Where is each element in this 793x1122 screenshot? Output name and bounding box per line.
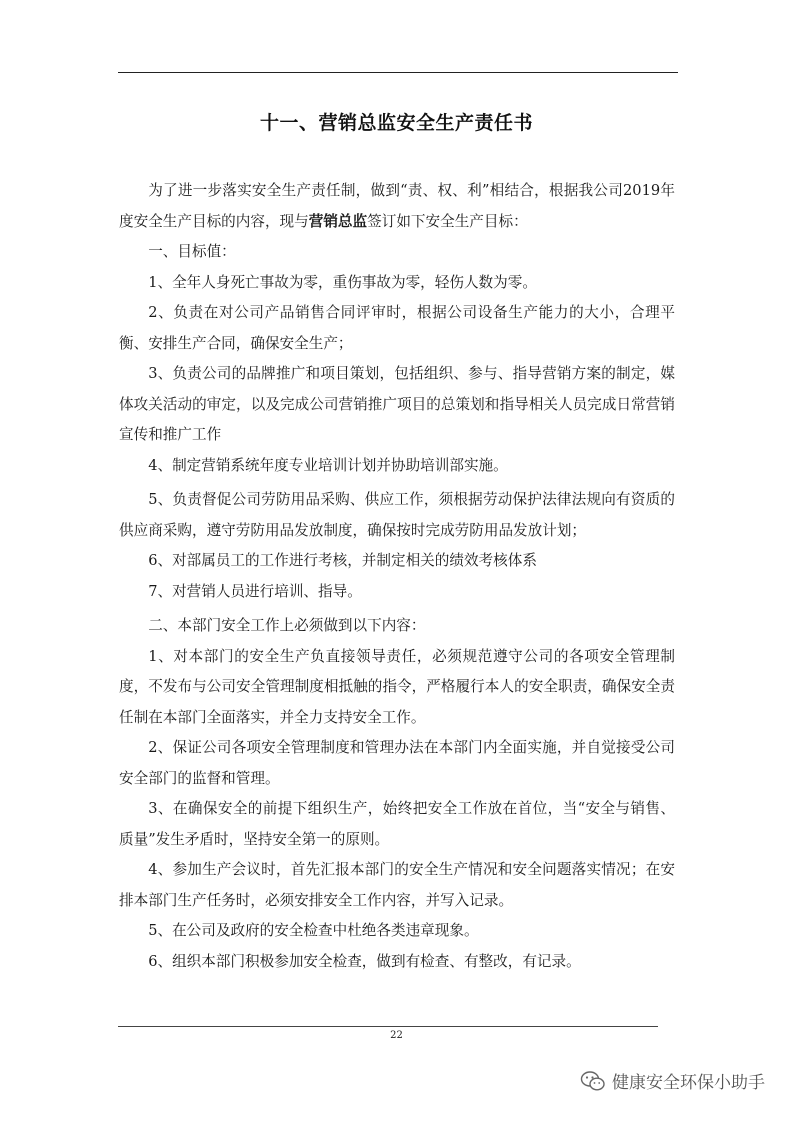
intro-text-after: 签订如下安全生产目标：	[367, 212, 528, 230]
watermark	[580, 1068, 765, 1093]
requirement-item-3: 3、在确保安全的前提下组织生产，始终把安全工作放在首位，当“安全与销售、质量”发生矛盾时，坚持安全第一的原则。	[119, 800, 675, 848]
page-number: 22	[390, 1030, 403, 1041]
intro-paragraph	[119, 176, 675, 237]
requirement-item-1: 1、对本部门的安全生产负直接领导责任，必须规范遵守公司的各项安全管理制度，不发布与公司安全管理制度相抵触的指令，严格履行本人的安全职责，确保安全责任制在本部门全面落实，并全力支持安全工作。	[119, 647, 675, 726]
requirement-item-2: 2、保证公司各项安全管理制度和管理办法在本部门内全面实施，并自觉接受公司安全部门的监督和管理。	[119, 739, 675, 787]
requirement-item-5: 5、在公司及政府的安全检查中杜绝各类违章现象。	[148, 922, 479, 939]
target-item-2: 2、负责在对公司产品销售合同评审时，根据公司设备生产能力的大小，合理平衡、安排生产合同，确保安全生产；	[119, 304, 675, 352]
target-item-3: 3、负责公司的品牌推广和项目策划，包括组织、参与、指导营销方案的制定，媒体攻关活动的审定，以及完成公司营销推广项目的总策划和指导相关人员完成日常营销宣传和推广工作	[119, 365, 675, 443]
header-rule	[118, 72, 678, 73]
document-title: 十一、营销总监安全生产责任书	[259, 112, 533, 134]
target-item-1: 1、全年人身死亡事故为零，重伤事故为零，轻伤人数为零。	[148, 273, 537, 291]
target-item-6: 6、对部属员工的工作进行考核，并制定相关的绩效考核体系	[148, 552, 537, 569]
section-heading-targets: 一、目标值：	[148, 243, 236, 260]
document-body	[119, 176, 675, 977]
intro-text-before: 为了进一步落实安全生产责任制，做到“责、权、利”相结合，根据我公司2019年度安全生产目标的内容，现与	[119, 182, 675, 230]
target-item-4: 4、制定营销系统年度专业培训计划并协助培训部实施。	[148, 456, 508, 474]
target-item-7: 7、对营销人员进行培训、指导。	[148, 582, 362, 600]
requirement-item-4: 4、参加生产会议时，首先汇报本部门的安全生产情况和安全问题落实情况；在安排本部门生产任务时，必须安排安全工作内容，并写入记录。	[119, 861, 675, 909]
requirement-item-6: 6、组织本部门积极参加安全检查，做到有检查、有整改，有记录。	[148, 952, 581, 970]
target-item-5: 5、负责督促公司劳防用品采购、供应工作，须根据劳动保护法律法规向有资质的供应商采购，遵守劳防用品发放制度，确保按时完成劳防用品发放计划；	[119, 491, 675, 539]
section-heading-requirements: 二、本部门安全工作上必须做到以下内容：	[148, 617, 426, 634]
intro-keyword: 营销总监	[308, 212, 368, 230]
wechat-icon	[580, 1070, 606, 1092]
footer-rule	[118, 1026, 658, 1027]
watermark-text: 健康安全环保小助手	[612, 1073, 765, 1093]
